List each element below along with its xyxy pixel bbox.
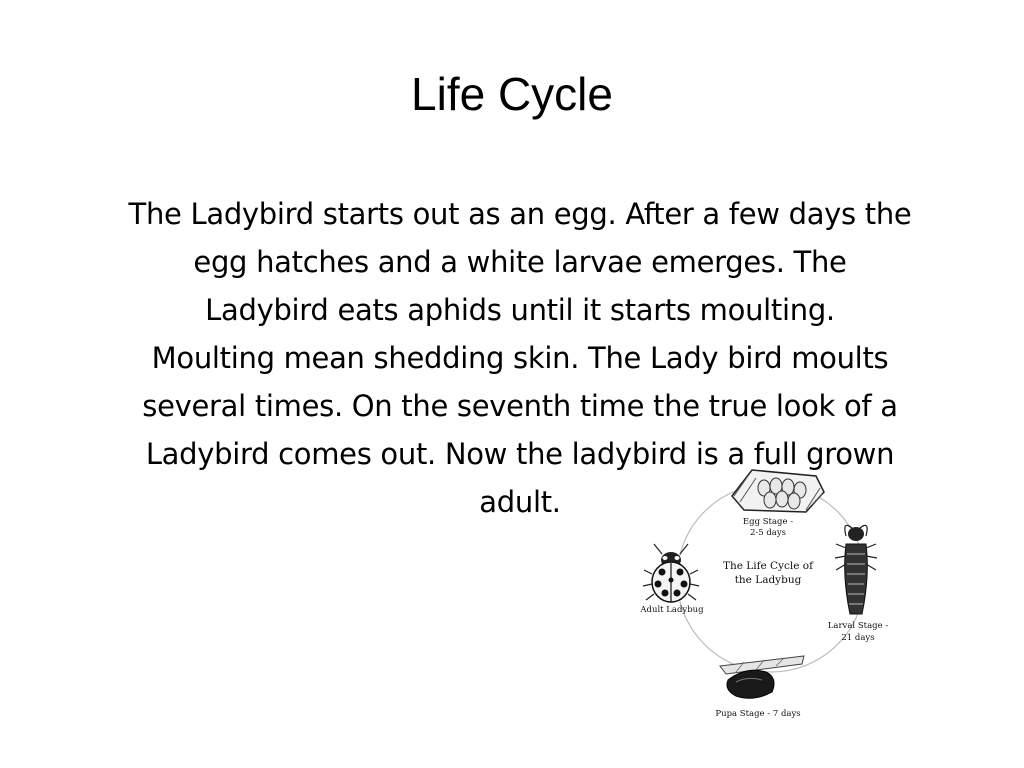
slide-title: Life Cycle: [411, 68, 613, 120]
body-line: The Ladybird starts out as an egg. After a few days the: [128, 197, 912, 231]
body-line: Ladybird eats aphids until it starts moulting.: [205, 293, 835, 327]
body-line: adult.: [479, 485, 561, 519]
life-cycle-diagram: [636, 466, 906, 726]
egg-stage-duration: 2-5 days: [749, 528, 787, 538]
diagram-center-subtitle: the Ladybug: [734, 574, 802, 586]
larval-stage-duration: 21 days: [841, 633, 875, 643]
life-cycle-svg: [636, 466, 906, 726]
body-line: several times. On the seventh time the true look of a: [142, 389, 898, 423]
pupa-stage-label: Pupa Stage - 7 days: [715, 709, 801, 719]
pupa-icon: [720, 656, 804, 698]
egg-stage-label: Egg Stage -: [742, 517, 794, 527]
adult-ladybug-label: Adult Ladybug: [640, 605, 704, 615]
body-line: egg hatches and a white larvae emerges. The: [193, 245, 847, 279]
body-line: Ladybird comes out. Now the ladybird is a full grown: [145, 437, 895, 471]
larval-stage-label: Larval Stage -: [827, 621, 889, 631]
egg-cluster-icon: [732, 470, 824, 512]
adult-ladybug-icon: [643, 544, 699, 602]
larva-icon: [835, 525, 877, 614]
body-line: Moulting mean shedding skin. The Lady bird moults: [151, 341, 889, 375]
diagram-center-title: The Life Cycle of: [722, 560, 814, 572]
